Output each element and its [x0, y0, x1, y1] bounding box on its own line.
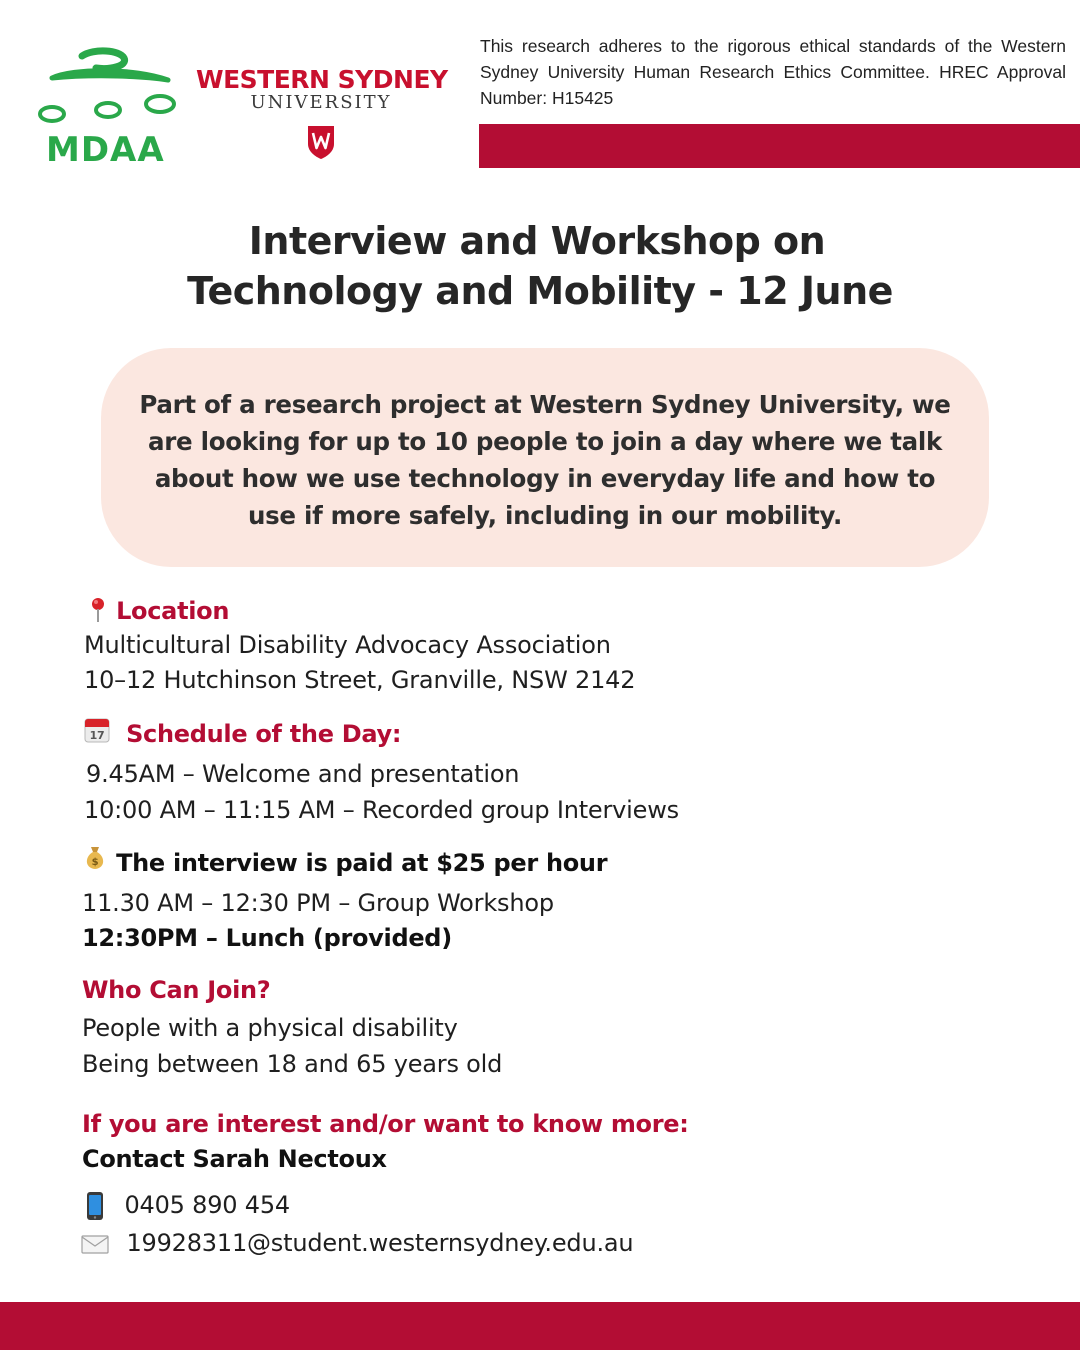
- ethics-notice: This research adheres to the rigorous ethical standards of the Western Sydney University Human Research Ethics Committee. HREC Approval Number: H15425: [480, 36, 1066, 108]
- money-bag-icon: [82, 844, 108, 872]
- footer-accent-bar: [0, 1302, 1080, 1350]
- schedule-section: [84, 719, 401, 749]
- schedule-line-2: 10:00 AM – 11:15 AM – Recorded group Interviews: [84, 796, 679, 824]
- mdaa-wordmark: MDAA: [46, 130, 165, 170]
- eligibility-line-1: People with a physical disability: [82, 1014, 458, 1042]
- wsu-subtitle: UNIVERSITY: [250, 92, 392, 113]
- title-line-2: Technology and Mobility - 12 June: [187, 269, 893, 313]
- contact-phone[interactable]: 0405 890 454: [124, 1191, 291, 1219]
- mobile-phone-icon: [84, 1191, 106, 1221]
- wsu-wordmark: WESTERN SYDNEY: [196, 65, 448, 94]
- location-section: [88, 596, 229, 626]
- payment-heading: [82, 846, 607, 881]
- wsu-logo: [196, 66, 446, 176]
- eligibility-heading: Who Can Join?: [82, 976, 271, 1004]
- payment-heading-text: The interview is paid at $25 per hour: [116, 849, 608, 877]
- schedule-line-1: 9.45AM – Welcome and presentation: [86, 760, 520, 788]
- intro-box: [101, 348, 989, 567]
- location-heading-text: Location: [116, 597, 230, 625]
- contact-heading: If you are interest and/or want to know more:: [82, 1110, 689, 1138]
- payment-line-2: 12:30PM – Lunch (provided): [82, 924, 452, 952]
- intro-text: Part of a research project at Western Sydney University, we are looking for up to 10 people to join a day where we talk about how we use technology in everyday life and how to use if more safely, including in our mobility.: [139, 390, 951, 530]
- page-title: [0, 216, 1080, 316]
- svg-text:17: 17: [89, 729, 105, 742]
- envelope-icon: [80, 1232, 110, 1256]
- calendar-icon: [84, 717, 110, 743]
- header-accent-bar: [479, 124, 1080, 168]
- contact-email-row: [80, 1226, 633, 1261]
- payment-line-1: 11.30 AM – 12:30 PM – Group Workshop: [82, 889, 554, 917]
- contact-phone-row: [84, 1188, 290, 1223]
- payment-section: [82, 846, 607, 881]
- location-heading: [88, 596, 229, 626]
- schedule-heading: [84, 719, 401, 749]
- mdaa-logo-mark: [34, 44, 184, 124]
- wsu-shield-icon: [306, 124, 336, 160]
- schedule-heading-text: Schedule of the Day:: [126, 720, 402, 748]
- location-line-2: 10–12 Hutchinson Street, Granville, NSW 2142: [84, 666, 636, 694]
- contact-name: Contact Sarah Nectoux: [82, 1145, 387, 1173]
- mdaa-logo: [34, 44, 184, 169]
- location-line-1: Multicultural Disability Advocacy Association: [84, 631, 611, 659]
- pin-icon: [88, 597, 108, 623]
- eligibility-line-2: Being between 18 and 65 years old: [82, 1050, 503, 1078]
- svg-text:$: $: [91, 857, 99, 868]
- contact-email[interactable]: 19928311@student.westernsydney.edu.au: [126, 1229, 634, 1257]
- title-line-1: Interview and Workshop on: [248, 219, 826, 263]
